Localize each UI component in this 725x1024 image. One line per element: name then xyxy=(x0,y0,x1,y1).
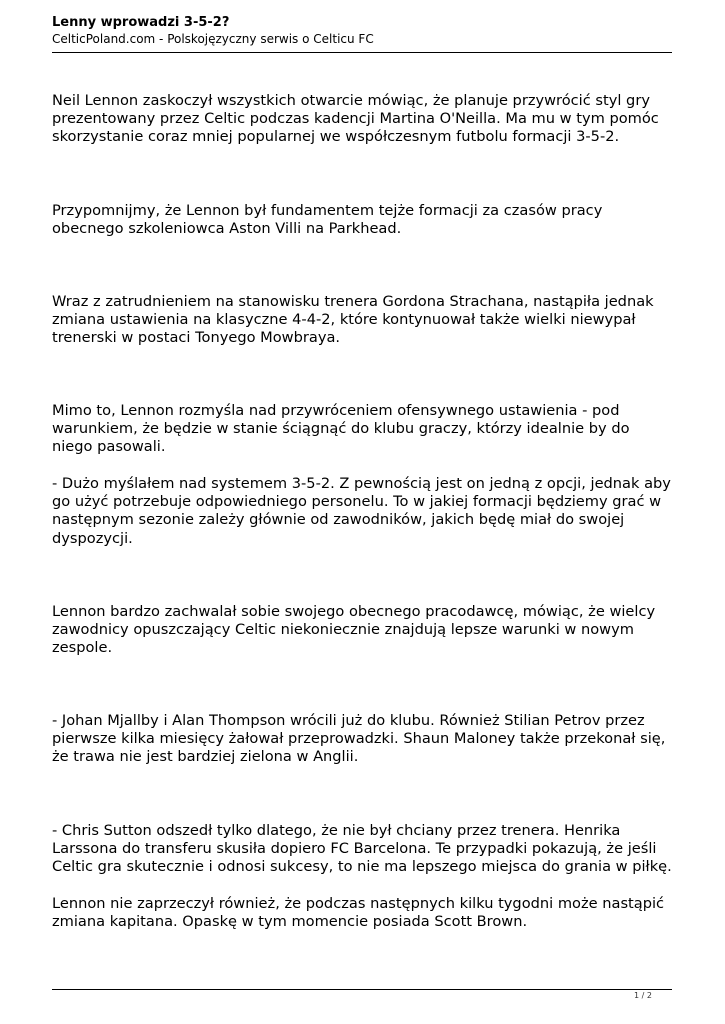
article-paragraph-6: Lennon bardzo zachwalał sobie swojego obecnego pracodawcę, mówiąc, że wielcy zawodnicy opuszczający Celtic niekoniecznie znajdują lepsze warunki w nowym zespole. xyxy=(52,603,656,657)
header-divider xyxy=(52,52,672,53)
article-paragraph-5: - Dużo myślałem nad systemem 3-5-2. Z pewnością jest on jedną z opcji, jednak aby go użyć potrzebuje odpowiedniego personelu. To w jakiej formacji będziemy grać w następnym sezonie zależy głównie od zawodników, jakich będę miał do swojej dyspozycji. xyxy=(52,475,671,547)
page-number: 1 / 2 xyxy=(634,991,652,1000)
article-paragraph-8: - Chris Sutton odszedł tylko dlatego, że nie był chciany przez trenera. Henrika Larssona do transferu skusiła dopiero FC Barcelona. Te przypadki pokazują, że jeśli Celtic gra skutecznie i odnosi sukcesy, to nie ma lepszego miejsca do grania w piłkę. xyxy=(52,822,672,876)
article-paragraph-9: Lennon nie zaprzeczył również, że podczas następnych kilku tygodni może nastąpić zmiana kapitana. Opaskę w tym momencie posiada Scott Brown. xyxy=(52,895,665,931)
document-header xyxy=(52,14,672,47)
article-paragraph-1: Neil Lennon zaskoczył wszystkich otwarcie mówiąc, że planuje przywrócić styl gry prezentowany przez Celtic podczas kadencji Martina O'Neilla. Ma mu w tym pomóc skorzystanie coraz mniej popularnej we współczesnym futbolu formacji 3-5-2. xyxy=(52,92,659,146)
article-paragraph-4: Mimo to, Lennon rozmyśla nad przywróceniem ofensywnego ustawienia - pod warunkiem, że będzie w stanie ściągnąć do klubu graczy, którzy idealnie by do niego pasowali. xyxy=(52,402,630,456)
article-paragraph-2: Przypomnijmy, że Lennon był fundamentem tejże formacji za czasów pracy obecnego szkoleniowca Aston Villi na Parkhead. xyxy=(52,202,603,238)
site-subtitle: CelticPoland.com - Polskojęzyczny serwis o Celticu FC xyxy=(52,32,374,46)
article-title: Lenny wprowadzi 3-5-2? xyxy=(52,15,230,30)
article-paragraph-7: - Johan Mjallby i Alan Thompson wrócili już do klubu. Również Stilian Petrov przez pierwsze kilka miesięcy żałował przeprowadzki. Shaun Maloney także przekonał się, że trawa nie jest bardziej zielona w Anglii. xyxy=(52,712,666,766)
footer-divider xyxy=(52,989,672,990)
article-paragraph-3: Wraz z zatrudnieniem na stanowisku trenera Gordona Strachana, nastąpiła jednak zmiana ustawienia na klasyczne 4-4-2, które kontynuował także wielki niewypał trenerski w postaci Tonyego Mowbraya. xyxy=(52,293,654,347)
